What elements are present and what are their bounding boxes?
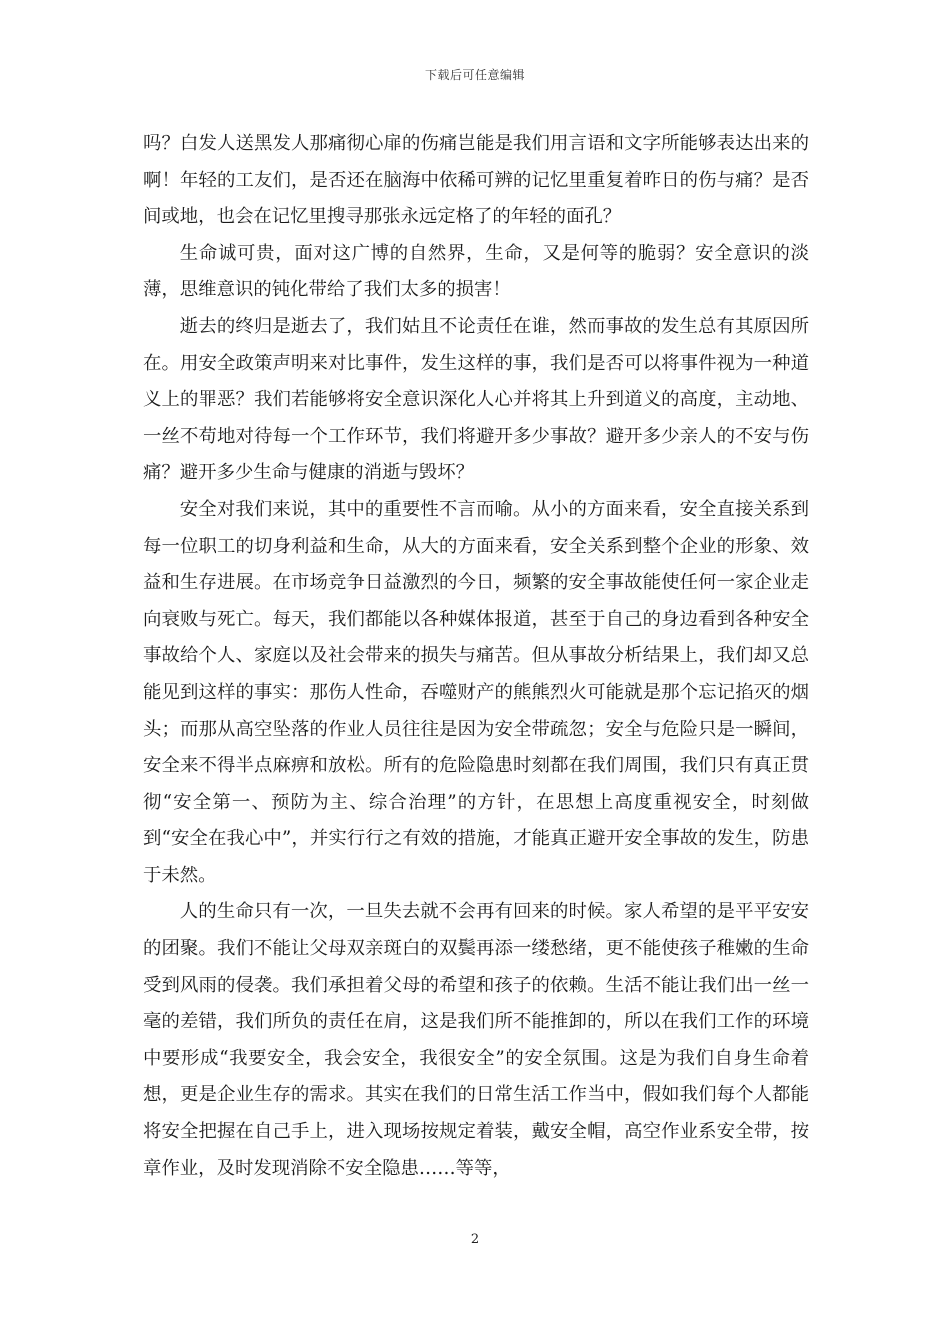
paragraph-3: 逝去的终归是逝去了，我们姑且不论责任在谁，然而事故的发生总有其原因所在。用安全政策声明来对比事件，发生这样的事，我们是否可以将事件视为一种道义上的罪恶？我们若能够将安全意识深化人心并将其上升到道义的高度，主动地、一丝不苟地对待每一个工作环节，我们将避开多少事故？避开多少亲人的不安与伤痛？避开多少生命与健康的消逝与毁坏？ — [143, 315, 809, 484]
page-header: 下载后可任意编辑 — [424, 68, 525, 82]
document-body — [143, 126, 809, 1187]
paragraph-4: 安全对我们来说，其中的重要性不言而喻。从小的方面来看，安全直接关系到每一位职工的切身利益和生命，从大的方面来看，安全关系到整个企业的形象、效益和生存进展。在市场竞争日益激烈的今日，频繁的安全事故能使任何一家企业走向衰败与死亡。每天，我们都能以各种媒体报道，甚至于自己的身边看到各种安全事故给个人、家庭以及社会带来的损失与痛苦。但从事故分析结果上，我们却又总能见到这样的事实：那伤人性命，吞噬财产的熊熊烈火可能就是那个忘记掐灭的烟头；而那从高空坠落的作业人员往往是因为安全带疏忽；安全与危险只是一瞬间，安全来不得半点麻痹和放松。所有的危险隐患时刻都在我们周围，我们只有真正贯彻“安全第一、预防为主、综合治理”的方针，在思想上高度重视安全，时刻做到“安全在我心中”，并实行行之有效的措施，才能真正避开安全事故的发生，防患于未然。 — [143, 498, 809, 886]
page-number: 2 — [470, 1232, 480, 1247]
paragraph-1: 吗？白发人送黑发人那痛彻心扉的伤痛岂能是我们用言语和文字所能够表达出来的啊！年轻的工友们，是否还在脑海中依稀可辨的记忆里重复着昨日的伤与痛？是否间或地，也会在记忆里搜寻那张永远定格了的年轻的面孔？ — [143, 133, 809, 228]
paragraph-5: 人的生命只有一次，一旦失去就不会再有回来的时候。家人希望的是平平安安的团聚。我们不能让父母双亲斑白的双鬓再添一缕愁绪，更不能使孩子稚嫩的生命受到风雨的侵袭。我们承担着父母的希望和孩子的依赖。生活不能让我们出一丝一毫的差错，我们所负的责任在肩，这是我们所不能推卸的，所以在我们工作的环境中要形成“我要安全，我会安全，我很安全”的安全氛围。这是为我们自身生命着想，更是企业生存的需求。其实在我们的日常生活工作当中，假如我们每个人都能将安全把握在自己手上，进入现场按规定着装，戴安全帽，高空作业系安全带，按章作业，及时发现消除不安全隐患……等等， — [143, 901, 809, 1179]
paragraph-2: 生命诚可贵，面对这广博的自然界，生命，又是何等的脆弱？安全意识的淡薄，思维意识的钝化带给了我们太多的损害！ — [143, 242, 809, 301]
